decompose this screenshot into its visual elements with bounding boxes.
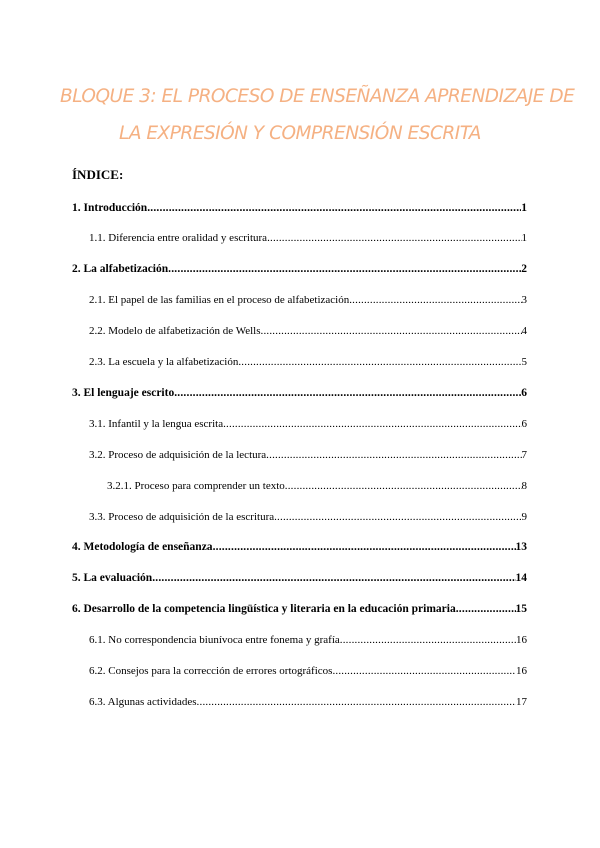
toc-dot-leader [349, 292, 521, 308]
toc-entry-page: 6 [521, 418, 527, 430]
toc-dot-leader [456, 601, 516, 617]
toc-dot-leader [168, 261, 521, 277]
toc-entry-6[interactable] [72, 601, 527, 617]
toc-entry-title: 6.3. Algunas actividades [89, 696, 197, 708]
document-title-line-2: LA EXPRESIÓN Y COMPRENSIÓN ESCRITA [119, 123, 481, 144]
toc-entry-title: 1.1. Diferencia entre oralidad y escritura [89, 232, 268, 244]
toc-entry-title: 3.2. Proceso de adquisición de la lectura [89, 449, 267, 461]
toc-entry-3-2[interactable] [89, 447, 527, 463]
toc-entry-6-1[interactable] [89, 632, 527, 648]
toc-entry-1-1[interactable] [89, 230, 527, 246]
toc-entry-3-3[interactable] [89, 509, 527, 525]
toc-entry-page: 8 [521, 480, 527, 492]
toc-entry-title: 3.1. Infantil y la lengua escrita [89, 418, 224, 430]
toc-entry-3-1[interactable] [89, 416, 527, 432]
toc-entry-title: 5. La evaluación [72, 572, 153, 584]
toc-entry-page: 5 [521, 356, 527, 368]
toc-dot-leader [152, 570, 515, 586]
toc-dot-leader [266, 447, 521, 463]
toc-entry-title: 1. Introducción [72, 202, 148, 214]
toc-entry-1[interactable] [72, 200, 527, 216]
toc-dot-leader [274, 509, 521, 525]
toc-dot-leader [332, 663, 516, 679]
toc-entry-2-1[interactable] [89, 292, 527, 308]
toc-entry-page: 15 [515, 603, 527, 615]
toc-entry-2-2[interactable] [89, 323, 527, 339]
toc-entry-title: 3.3. Proceso de adquisición de la escritura [89, 511, 275, 523]
toc-dot-leader [147, 200, 521, 216]
toc-entry-page: 16 [516, 665, 527, 677]
toc-entry-title: 3. El lenguaje escrito [72, 387, 175, 399]
toc-entry-6-3[interactable] [89, 694, 527, 710]
toc-entry-page: 1 [521, 232, 527, 244]
toc-dot-leader [261, 323, 522, 339]
toc-dot-leader [267, 230, 521, 246]
toc-dot-leader [340, 632, 516, 648]
toc-entry-page: 9 [521, 511, 527, 523]
toc-entry-page: 1 [521, 202, 527, 214]
toc-entry-title: 2.3. La escuela y la alfabetización [89, 356, 239, 368]
toc-dot-leader [197, 694, 516, 710]
toc-entry-page: 4 [521, 325, 527, 337]
toc-entry-6-2[interactable] [89, 663, 527, 679]
index-heading: ÍNDICE: [72, 167, 124, 182]
toc-entry-page: 2 [521, 263, 527, 275]
toc-entry-page: 3 [521, 294, 527, 306]
toc-entry-5[interactable] [72, 570, 527, 586]
toc-entry-4[interactable] [72, 539, 527, 555]
document-title-line-1: BLOQUE 3: EL PROCESO DE ENSEÑANZA APRENDIZAJE DE [60, 86, 575, 107]
toc-entry-2-3[interactable] [89, 354, 527, 370]
toc-entry-3-2-1[interactable] [107, 478, 527, 494]
toc-entry-page: 17 [516, 696, 527, 708]
toc-entry-page: 6 [521, 387, 527, 399]
toc-entry-title: 3.2.1. Proceso para comprender un texto [107, 480, 285, 492]
toc-entry-page: 16 [516, 634, 527, 646]
toc-dot-leader [238, 354, 521, 370]
toc-entry-title: 6.1. No correspondencia biunívoca entre fonema y grafía [89, 634, 340, 646]
toc-entry-page: 14 [515, 572, 527, 584]
toc-entry-title: 4. Metodología de enseñanza [72, 541, 213, 553]
toc-entry-2[interactable] [72, 261, 527, 277]
toc-entry-title: 2.2. Modelo de alfabetización de Wells [89, 325, 261, 337]
toc-entry-page: 13 [515, 541, 527, 553]
toc-dot-leader [174, 385, 521, 401]
toc-entry-title: 2. La alfabetización [72, 263, 169, 275]
toc-entry-3[interactable] [72, 385, 527, 401]
toc-entry-title: 2.1. El papel de las familias en el proceso de alfabetización [89, 294, 350, 306]
toc-entry-page: 7 [521, 449, 527, 461]
toc-dot-leader [285, 478, 522, 494]
toc-dot-leader [213, 539, 516, 555]
toc-entry-title: 6. Desarrollo de la competencia lingüística y literaria en la educación primaria [72, 603, 456, 615]
toc-entry-title: 6.2. Consejos para la corrección de errores ortográficos [89, 665, 333, 677]
toc-dot-leader [223, 416, 521, 432]
